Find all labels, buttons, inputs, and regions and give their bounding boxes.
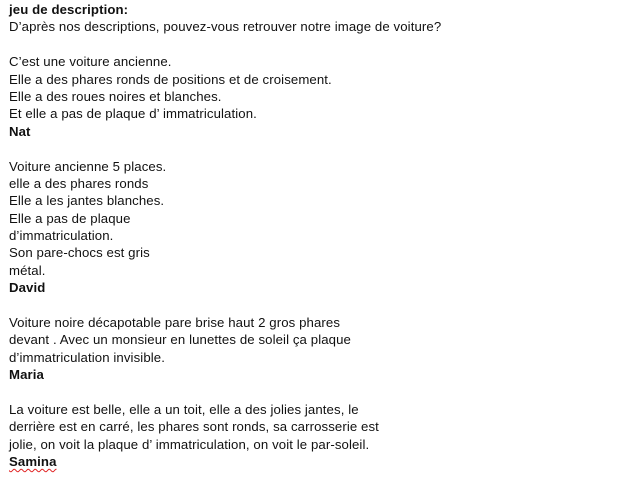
description-line: derrière est en carré, les phares sont ronds, sa carrosserie est [9, 419, 379, 435]
spacer [9, 384, 629, 401]
description-line: d’immatriculation invisible. [9, 349, 165, 365]
description-line: La voiture est belle, elle a un toit, elle a des jolies jantes, le [9, 401, 359, 417]
description-line: Son pare-chocs est gris [9, 245, 150, 261]
description-line: Elle a des roues noires et blanches. [9, 88, 222, 104]
description-line: Elle a des phares ronds de positions et de croisement. [9, 71, 332, 87]
intro-text: D’après nos descriptions, pouvez-vous retrouver notre image de voiture? [9, 19, 442, 35]
description-line: elle a des phares ronds [9, 175, 149, 191]
description-line: Elle a les jantes blanches. [9, 193, 165, 209]
document-title: jeu de description: [9, 2, 129, 17]
author-name [9, 453, 629, 470]
description-block-nat [9, 53, 629, 140]
document-page [9, 1, 629, 471]
description-block-samina [9, 401, 629, 471]
description-line: Voiture noire décapotable pare brise haut 2 gros phares [9, 315, 341, 331]
author-name: Nat [9, 123, 31, 139]
description-line: Et elle a pas de plaque d’ immatriculation. [9, 106, 257, 122]
spacer [9, 140, 629, 157]
description-line: d’immatriculation. [9, 228, 114, 244]
description-line: jolie, on voit la plaque d’ immatriculation, on voit le par-soleil. [9, 436, 370, 452]
author-name: Maria [9, 367, 44, 383]
description-line: Voiture ancienne 5 places. [9, 158, 167, 174]
description-block-david [9, 158, 629, 297]
description-line: Elle a pas de plaque [9, 210, 131, 226]
author-name-text: Samina [9, 454, 57, 470]
description-block-maria [9, 314, 629, 384]
author-name: David [9, 280, 46, 296]
description-line: C’est une voiture ancienne. [9, 54, 172, 70]
spacer [9, 36, 629, 53]
spacer [9, 297, 629, 314]
description-line: devant . Avec un monsieur en lunettes de soleil ça plaque [9, 332, 351, 348]
description-line: métal. [9, 262, 46, 278]
